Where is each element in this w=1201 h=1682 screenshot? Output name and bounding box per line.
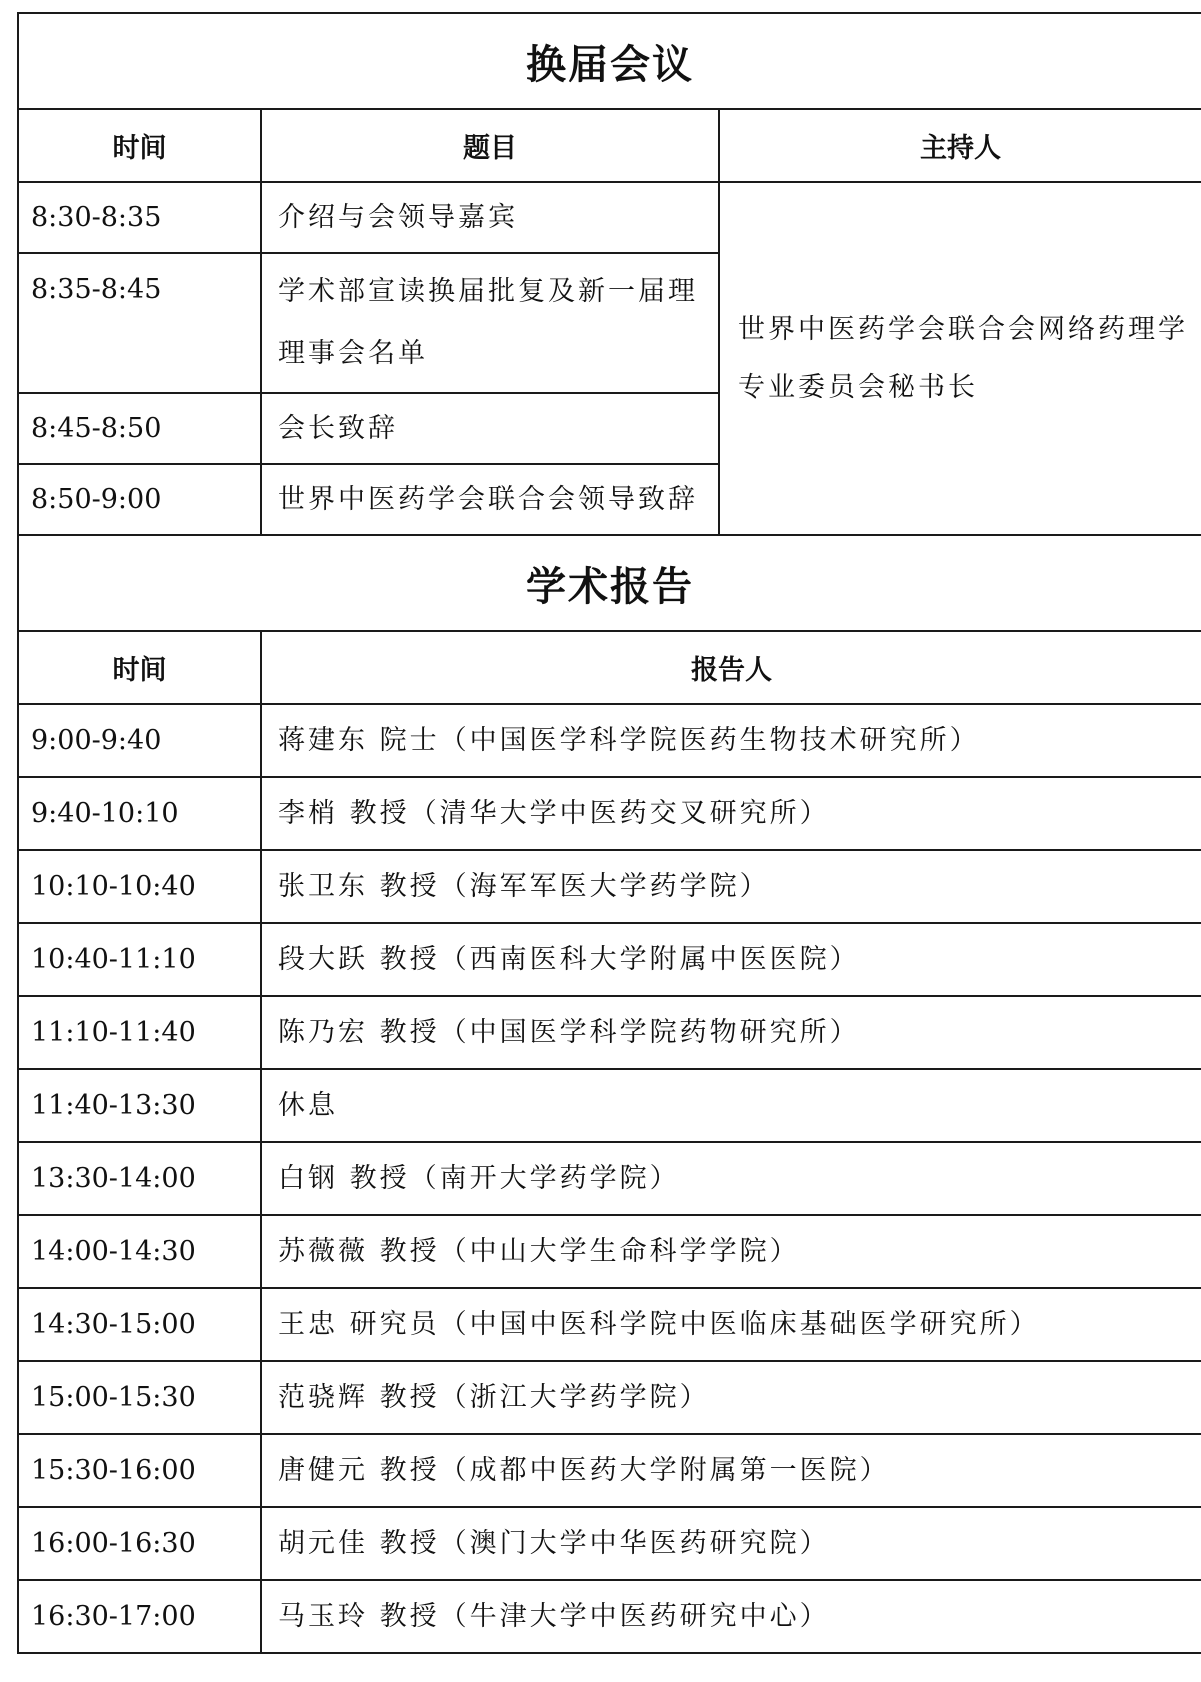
table-row (18, 850, 1201, 923)
schedule-table (17, 12, 1201, 1654)
time-cell: 16:30-17:00 (18, 1580, 261, 1653)
table-row (18, 182, 1201, 253)
speaker-cell: 段大跃 教授（西南医科大学附属中医医院） (261, 923, 1201, 996)
topic-cell: 介绍与会领导嘉宾 (261, 182, 719, 253)
time-cell: 11:10-11:40 (18, 996, 261, 1069)
time-cell: 9:00-9:40 (18, 704, 261, 777)
time-cell: 16:00-16:30 (18, 1507, 261, 1580)
section-title-row (18, 535, 1201, 631)
time-header: 时间 (18, 109, 261, 182)
speaker-cell: 胡元佳 教授（澳门大学中华医药研究院） (261, 1507, 1201, 1580)
time-cell: 8:50-9:00 (18, 464, 261, 535)
table-row (18, 923, 1201, 996)
topic-cell: 会长致辞 (261, 393, 719, 464)
table-row (18, 1580, 1201, 1653)
time-cell: 13:30-14:00 (18, 1142, 261, 1215)
topic-header: 题目 (261, 109, 719, 182)
table-row (18, 996, 1201, 1069)
time-cell: 10:10-10:40 (18, 850, 261, 923)
speaker-cell: 白钢 教授（南开大学药学院） (261, 1142, 1201, 1215)
section-title: 学术报告 (18, 535, 1201, 631)
time-cell: 14:30-15:00 (18, 1288, 261, 1361)
table-row (18, 1142, 1201, 1215)
speaker-cell: 陈乃宏 教授（中国医学科学院药物研究所） (261, 996, 1201, 1069)
header-row (18, 109, 1201, 182)
time-cell: 9:40-10:10 (18, 777, 261, 850)
table-row (18, 1361, 1201, 1434)
table-row (18, 1215, 1201, 1288)
speaker-cell: 李梢 教授（清华大学中医药交叉研究所） (261, 777, 1201, 850)
section-title-row (18, 13, 1201, 109)
host-cell: 世界中医药学会联合会网络药理学专业委员会秘书长 (719, 182, 1201, 535)
time-cell: 15:00-15:30 (18, 1361, 261, 1434)
speaker-cell: 唐健元 教授（成都中医药大学附属第一医院） (261, 1434, 1201, 1507)
table-row (18, 1288, 1201, 1361)
speaker-cell: 王忠 研究员（中国中医科学院中医临床基础医学研究所） (261, 1288, 1201, 1361)
topic-cell: 学术部宣读换届批复及新一届理理事会名单 (261, 253, 719, 393)
speaker-header: 报告人 (261, 631, 1201, 704)
time-cell: 10:40-11:10 (18, 923, 261, 996)
speaker-cell: 马玉玲 教授（牛津大学中医药研究中心） (261, 1580, 1201, 1653)
table-row (18, 1069, 1201, 1142)
header-row (18, 631, 1201, 704)
speaker-cell: 范骁辉 教授（浙江大学药学院） (261, 1361, 1201, 1434)
host-header: 主持人 (719, 109, 1201, 182)
time-cell: 14:00-14:30 (18, 1215, 261, 1288)
speaker-cell: 苏薇薇 教授（中山大学生命科学学院） (261, 1215, 1201, 1288)
speaker-cell: 蒋建东 院士（中国医学科学院医药生物技术研究所） (261, 704, 1201, 777)
time-cell: 8:30-8:35 (18, 182, 261, 253)
table-row (18, 1507, 1201, 1580)
time-cell: 8:45-8:50 (18, 393, 261, 464)
table-row (18, 1434, 1201, 1507)
time-cell: 15:30-16:00 (18, 1434, 261, 1507)
time-header: 时间 (18, 631, 261, 704)
time-cell: 8:35-8:45 (18, 253, 261, 393)
speaker-cell: 休息 (261, 1069, 1201, 1142)
table-row (18, 777, 1201, 850)
section-title: 换届会议 (18, 13, 1201, 109)
time-cell: 11:40-13:30 (18, 1069, 261, 1142)
table-row (18, 704, 1201, 777)
speaker-cell: 张卫东 教授（海军军医大学药学院） (261, 850, 1201, 923)
topic-cell: 世界中医药学会联合会领导致辞 (261, 464, 719, 535)
